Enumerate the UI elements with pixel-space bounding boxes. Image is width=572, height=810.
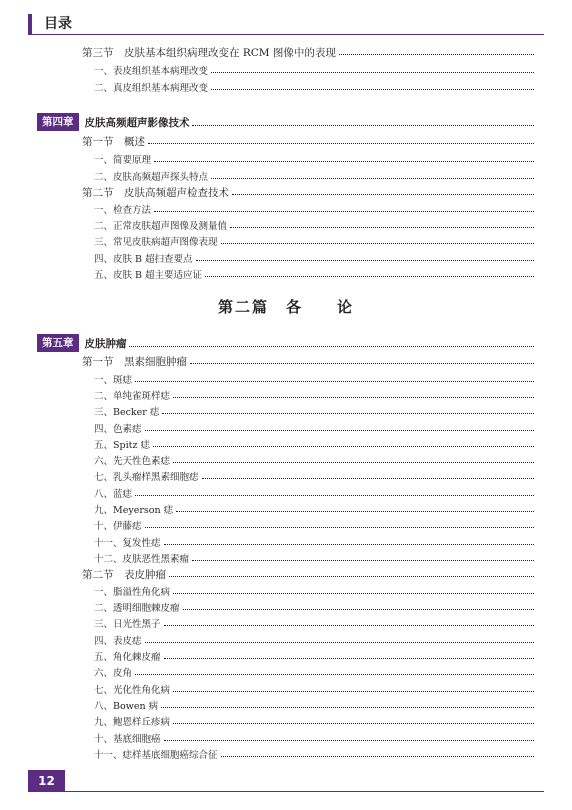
item-title: 六、皮角: [94, 668, 133, 679]
item-title: 五、Spitz 痣: [94, 440, 150, 451]
dot-leader: [211, 89, 534, 90]
dot-leader: [164, 740, 534, 741]
toc-section[interactable]: [82, 566, 534, 582]
toc-item[interactable]: [94, 485, 534, 501]
item-title: 三、Becker 痣: [94, 407, 160, 418]
item-title: 八、Bowen 病: [94, 701, 159, 712]
section-title: 第一节 黑素细胞肿瘤: [82, 355, 187, 368]
toc-item[interactable]: [94, 730, 534, 746]
toc-item[interactable]: [94, 599, 534, 615]
item-title: 五、角化棘皮瘤: [94, 652, 161, 663]
toc-item[interactable]: [94, 648, 534, 664]
toc-item[interactable]: [94, 233, 534, 249]
toc-item[interactable]: [94, 501, 534, 517]
header-rule: [28, 34, 544, 35]
toc-item[interactable]: [94, 615, 534, 631]
dot-leader: [339, 54, 534, 55]
chapter-title: 皮肤高频超声影像技术: [84, 116, 190, 129]
dot-leader: [232, 194, 534, 195]
header-accent-bar: [28, 14, 32, 34]
toc-item[interactable]: [94, 387, 534, 403]
item-title: 十、基底细胞癌: [94, 734, 161, 745]
toc-item[interactable]: [94, 79, 534, 95]
item-title: 十二、皮肤恶性黑素瘤: [94, 554, 190, 565]
toc-item[interactable]: [94, 583, 534, 599]
item-title: 一、斑痣: [94, 375, 133, 386]
item-title: 五、皮肤 B 超主要适应证: [94, 270, 203, 281]
dot-leader: [173, 723, 534, 724]
dot-leader: [205, 276, 534, 277]
toc-item[interactable]: [94, 201, 534, 217]
dot-leader: [221, 243, 534, 244]
item-title: 二、单纯雀斑样痣: [94, 391, 171, 402]
dot-leader: [221, 756, 534, 757]
dot-leader: [190, 363, 534, 364]
dot-leader: [164, 544, 534, 545]
dot-leader: [161, 707, 534, 708]
section-title: 第三节 皮肤基本组织病理改变在 RCM 图像中的表现: [82, 46, 336, 59]
dot-leader: [173, 593, 534, 594]
toc-item[interactable]: [94, 452, 534, 468]
toc-item[interactable]: [94, 250, 534, 266]
toc-item[interactable]: [94, 550, 534, 566]
dot-leader: [176, 511, 534, 512]
toc-item[interactable]: [94, 62, 534, 78]
toc-item[interactable]: [94, 534, 534, 550]
toc-item[interactable]: [94, 468, 534, 484]
toc-item[interactable]: [94, 632, 534, 648]
toc-item[interactable]: [94, 217, 534, 233]
item-title: 四、色素痣: [94, 424, 142, 435]
item-title: 八、蓝痣: [94, 489, 133, 500]
item-title: 九、Meyerson 痣: [94, 505, 174, 516]
page-number: 12: [28, 770, 65, 792]
section-title: 第一节 概述: [82, 135, 145, 148]
toc-chapter[interactable]: [37, 113, 534, 131]
dot-leader: [230, 227, 534, 228]
toc-item[interactable]: [94, 168, 534, 184]
dot-leader: [145, 642, 534, 643]
chapter-badge: 第四章: [37, 113, 79, 131]
toc-item[interactable]: [94, 371, 534, 387]
section-title: 第二节 表皮肿瘤: [82, 568, 166, 581]
dot-leader: [164, 625, 534, 626]
item-title: 十一、复发性痣: [94, 538, 161, 549]
toc-item[interactable]: [94, 681, 534, 697]
dot-leader: [164, 658, 534, 659]
item-title: 二、真皮组织基本病理改变: [94, 83, 209, 94]
item-title: 二、皮肤高频超声探头特点: [94, 172, 209, 183]
toc-chapter[interactable]: [37, 334, 534, 352]
dot-leader: [129, 346, 535, 347]
toc-item[interactable]: [94, 420, 534, 436]
item-title: 十一、痣样基底细胞癌综合征: [94, 750, 218, 761]
toc-item[interactable]: [94, 697, 534, 713]
footer-rule: [28, 791, 544, 792]
toc-item[interactable]: [94, 266, 534, 282]
item-title: 四、表皮痣: [94, 636, 142, 647]
item-title: 十、伊藤痣: [94, 521, 142, 532]
dot-leader: [211, 178, 534, 179]
dot-leader: [153, 446, 534, 447]
item-title: 七、光化性角化病: [94, 685, 171, 696]
part-title: 第二篇 各 论: [217, 298, 354, 316]
toc-item[interactable]: [94, 664, 534, 680]
toc-item[interactable]: [94, 151, 534, 167]
dot-leader: [145, 527, 534, 528]
dot-leader: [192, 125, 535, 126]
dot-leader: [135, 381, 534, 382]
item-title: 一、表皮组织基本病理改变: [94, 66, 209, 77]
item-title: 七、乳头瘤样黑素细胞痣: [94, 472, 199, 483]
dot-leader: [196, 260, 534, 261]
dot-leader: [154, 211, 534, 212]
dot-leader: [135, 495, 534, 496]
item-title: 一、脂溢性角化病: [94, 587, 171, 598]
toc-item[interactable]: [94, 517, 534, 533]
dot-leader: [169, 576, 534, 577]
dot-leader: [148, 143, 534, 144]
chapter-title: 皮肤肿瘤: [84, 337, 127, 350]
item-title: 三、常见皮肤病超声图像表现: [94, 237, 218, 248]
dot-leader: [211, 72, 534, 73]
toc-item[interactable]: [94, 436, 534, 452]
dot-leader: [154, 161, 534, 162]
item-title: 六、先天性色素痣: [94, 456, 171, 467]
toc-item[interactable]: [94, 403, 534, 419]
toc-section[interactable]: [82, 44, 534, 60]
toc-item[interactable]: [94, 746, 534, 762]
dot-leader: [145, 430, 534, 431]
chapter-badge: 第五章: [37, 334, 79, 352]
toc-section[interactable]: [82, 184, 534, 200]
item-title: 一、简要原理: [94, 155, 152, 166]
dot-leader: [173, 397, 534, 398]
item-title: 三、日光性黑子: [94, 619, 161, 630]
dot-leader: [135, 674, 534, 675]
section-title: 第二节 皮肤高频超声检查技术: [82, 186, 229, 199]
item-title: 四、皮肤 B 超扫查要点: [94, 254, 193, 265]
toc-section[interactable]: [82, 133, 534, 149]
item-title: 二、透明细胞棘皮瘤: [94, 603, 180, 614]
dot-leader: [202, 478, 534, 479]
dot-leader: [173, 691, 534, 692]
page-header-title: 目录: [44, 16, 72, 32]
dot-leader: [183, 609, 534, 610]
toc-item[interactable]: [94, 713, 534, 729]
toc-section[interactable]: [82, 353, 534, 369]
item-title: 一、检查方法: [94, 205, 152, 216]
item-title: 二、正常皮肤超声图像及测量值: [94, 221, 228, 232]
dot-leader: [173, 462, 534, 463]
dot-leader: [162, 413, 534, 414]
item-title: 九、鲍恩样丘疹病: [94, 717, 171, 728]
dot-leader: [192, 560, 534, 561]
